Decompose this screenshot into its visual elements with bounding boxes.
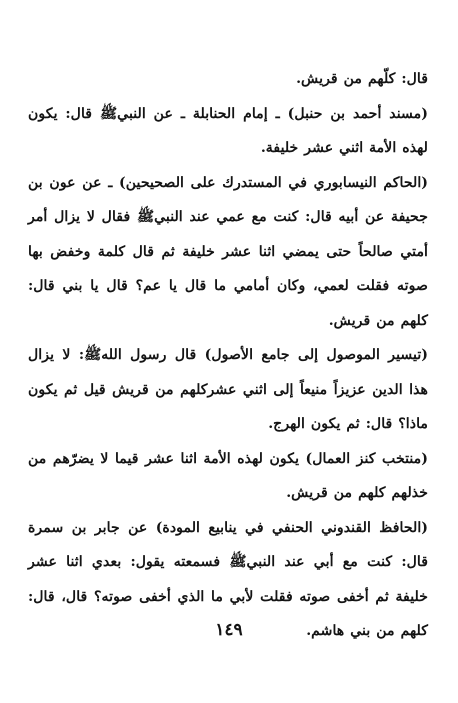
paragraph-2: (مسند أحمد بن حنبل) ـ إمام الحنابلة ـ عن النبيﷺ قال: يكون لهذه الأمة اثني عشر خليفة.: [28, 105, 428, 156]
paragraph-5: (منتخب كنز العمال) يكون لهذه الأمة اثنا عشر قيما لا يضرّهم من خذلهم كلهم من قريش.: [28, 450, 428, 501]
paragraph-6: (الحافظ القندوني الحنفي في ينابيع المودة) عن جابر بن سمرة قال: كنت مع أبي عند النبيﷺ فسمعته يقول: بعدي اثنا عشر خليفة ثم أخفى صوته فقلت لأبي ما الذي أخفى صوته؟ قال، قال: كلهم من بني هاشم.: [28, 519, 428, 639]
body-text: [28, 62, 428, 649]
paragraph-3: (الحاكم النيسابوري في المستدرك على الصحيحين) ـ عن عون بن جحيفة عن أبيه قال: كنت مع عمي عند النبيﷺ فقال لا يزال أمر أمتي صالحاً حتى يمضي اثنا عشر خليفة ثم قال كلمة وخفض بها صوته فقلت لعمي، وكان أمامي ما قال يا عم؟ قال يا بني قال: كلهم من قريش.: [28, 174, 428, 329]
page-number: ١٤٩: [215, 620, 243, 640]
paragraph-4: (تيسير الموصول إلى جامع الأصول) قال رسول اللهﷺ: لا يزال هذا الدين عزيزاً منيعاً إلى اثني عشركلهم من قريش قيل ثم يكون ماذا؟ قال: ثم يكون الهرج.: [28, 347, 428, 432]
paragraph-1: قال: كلّهم من قريش.: [296, 71, 428, 87]
